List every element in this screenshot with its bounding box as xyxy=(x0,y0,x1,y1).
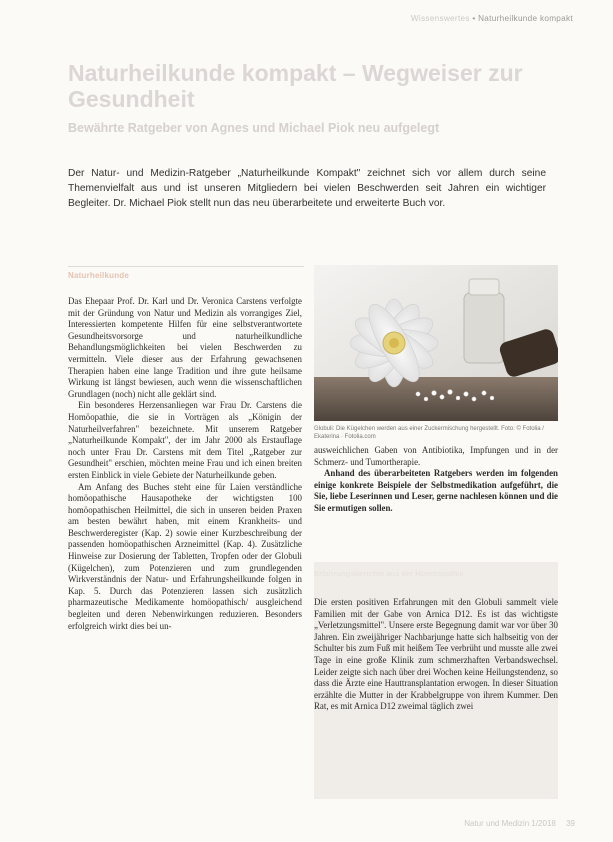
page-footer xyxy=(464,819,575,828)
body-paragraph: Ein besonderes Herzensanliegen war Frau Dr. Carstens die Homöopathie, die sie in Vorträgen als „Königin der Naturheilverfahren" bezeichnete. Mit unserem Ratgeber „Naturheilkunde Kompakt", der im Jahr 2000 als Erstauflage noch unter Frau Dr. Carstens mit dem Titel „Ratgeber zur Gesundheit" erschien, möchten meine Frau und ich einen breiten ersten Einblick in viele Gebiete der Naturheilkunde geben. xyxy=(68,400,302,480)
box-text: Die ersten positiven Erfahrungen mit den Globuli sammelt viele Familien mit der Gabe von Arnica D12. Es ist das wichtigste „Verletzungsmittel". Unsere erste Begegnung damit war vor über 30 Jahren. Ein zweijähriger Nachbarjunge hatte sich halbseitig von der Schulter bis zum Fuß mit heißem Tee verbrüht und musste alle zwei Tage in eine große Klinik zum schmerzhaften Verbandswechsel. Leider zeigte sich nach über drei Wochen keine Heilungstendenz, so dass die Ärzte eine Hauttransplantation erwogen. In dieser Situation erzählte die Mutter in der Krabbelgruppe von ihrem Kummer. Den Rat, es mit Arnica D12 zweimal täglich zwei xyxy=(314,597,558,712)
article-title: Naturheilkunde kompakt – Wegweiser zur Gesundheit xyxy=(68,60,523,112)
image-caption: Globuli: Die Kügelchen werden aus einer Zuckermischung hergestellt. Foto: © Fotolia / Ekaterina · Fotolia.com xyxy=(314,426,544,440)
section-heading: Naturheilkunde xyxy=(68,266,304,280)
running-head-topic: Naturheilkunde kompakt xyxy=(478,14,573,23)
article-intro: Der Natur- und Medizin-Ratgeber „Naturheilkunde Kompakt" zeichnet sich vor allem durch seine Themenvielfalt aus und ist unseren Mitgliedern bei vielen Beschwerden seit Jahren ein wichtiger Begleiter. Dr. Michael Piok stellt nun das neu überarbeitete und erweiterte Buch vor. xyxy=(68,168,546,209)
body-column-left xyxy=(68,296,302,632)
running-head xyxy=(411,14,573,23)
body-paragraph: Am Anfang des Buches steht eine für Laien verständliche homöopathische Hausapotheke der wichtigsten 100 homöopathischen Heilmittel, die sich in unseren beiden Praxen am besten bewährt haben, mit einem Krankheits- und Beschwerderegister (Kap. 2) sowie einer Kurzbeschreibung der passenden homöopathischen Arzneimittel (Kap. 4). Zusätzliche Hinweise zur Dosierung der Tabletten, Tropfen oder der Globuli (Kügelchen), zum Potenzieren und zum grundlegenden Wirkverständnis der Natur- und Erfahrungsheilkunde folgen in Kap. 5. Durch das Potenzieren lassen sich zusätzlich pharmazeutische Medikamente homöopathisch/ ausgleichend begleiten und deren Nebenwirkungen reduzieren. Besonders erfolgreich wirkt dies bei un- xyxy=(68,481,302,631)
body-paragraph: Das Ehepaar Prof. Dr. Karl und Dr. Veronica Carstens verfolgte mit der Gründung von Natur und Medizin als vorrangiges Ziel, Interessierten kompetente Hilfen für eine selbstverantwortete Gesundheitsvorsorge und naturheilkundliche Behandlungsmöglichkeiten bei vielen Beschwerden zu vermitteln. Viele dieser aus der Erfahrung gewachsenen Therapien haben eine lange Tradition und ihre gute heilsame Wirkung ist längst bewiesen, auch wenn die wissenschaftlichen Grundlagen (noch) nicht alle geklärt sind. xyxy=(68,296,302,399)
footer-label: Natur und Medizin 1/2018 xyxy=(464,819,556,828)
running-head-separator: • xyxy=(472,14,476,23)
body-paragraph: ausweichlichen Gaben von Antibiotika, Impfungen und in der Schmerz- und Tumortherapie. xyxy=(314,445,558,467)
running-head-section: Wissenswertes xyxy=(410,14,470,23)
body-paragraph-emphasis: Anhand des überarbeiteten Ratgebers werden im folgenden einige konkrete Beispiele der Selbstmedikation aufgeführt, die Sie, liebe Leserinnen und Leser, gerne nachlesen können und die Sie ermutigen sollen. xyxy=(314,468,558,513)
body-column-right xyxy=(314,445,558,515)
article-subtitle: Bewährte Ratgeber von Agnes und Michael Piok neu aufgelegt xyxy=(68,121,440,135)
page-number: 39 xyxy=(566,819,575,828)
box-heading: Erfahrungsberichte aus der Homöopathie xyxy=(314,569,464,578)
globuli-photo xyxy=(314,265,558,421)
experience-box xyxy=(314,562,558,799)
